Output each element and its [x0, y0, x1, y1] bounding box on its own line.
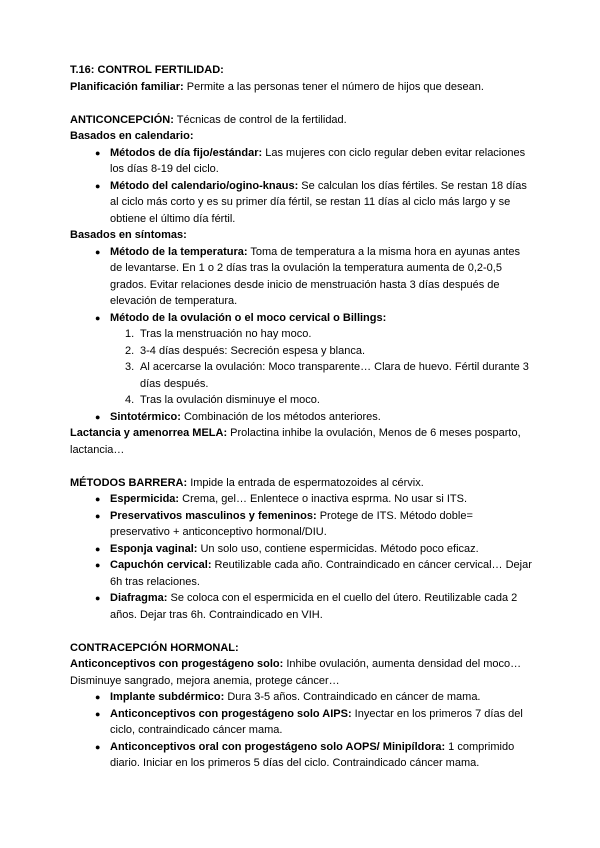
text-segment: Un solo uso, contiene espermicidas. Método poco eficaz.	[197, 542, 479, 555]
text-segment: Prolactina inhibe la ovulación, Menos de 6 meses posparto, lactancia…	[70, 427, 521, 456]
text-segment: Técnicas de control de la fertilidad.	[173, 113, 347, 126]
bullet-marker-icon: ●	[95, 312, 101, 323]
bold-text-segment: Basados en síntomas:	[70, 229, 187, 241]
numbered-list-item	[70, 343, 534, 360]
bullet-list-item	[70, 178, 534, 228]
blank-line	[70, 95, 534, 112]
document-body	[70, 62, 534, 772]
bullet-list-item	[70, 491, 534, 508]
bold-text-segment: T.16: CONTROL FERTILIDAD:	[70, 64, 224, 76]
text-segment: Tras la menstruación no hay moco.	[140, 328, 312, 340]
bold-text-segment: Implante subdérmico:	[110, 691, 225, 703]
bold-text-segment: Método de la ovulación o el moco cervical o Billings:	[110, 311, 387, 324]
text-segment: Las mujeres con ciclo regular deben evitar relaciones los días 8-19 del ciclo.	[110, 146, 526, 175]
bullet-marker-icon: ●	[95, 543, 101, 554]
bold-text-segment: Lactancia y amenorrea MELA:	[70, 427, 228, 439]
text-segment: Dura 3-5 años. Contraindicado en cáncer de mama.	[224, 691, 481, 703]
text-run	[140, 343, 365, 360]
text-segment: Al acercarse la ovulación: Moco transparente… Clara de huevo. Fértil durante 3 días después.	[140, 361, 529, 390]
text-segment: Permite a las personas tener el número de hijos que desean.	[183, 80, 484, 93]
number-marker: 4.	[125, 394, 135, 406]
text-run	[70, 229, 187, 241]
text-run	[110, 508, 534, 541]
text-run	[110, 557, 534, 590]
text-run	[110, 145, 534, 178]
numbered-list-item	[70, 392, 534, 409]
bold-text-segment: Planificación familiar:	[70, 80, 184, 93]
bullet-list-item	[70, 739, 534, 772]
text-run	[70, 64, 224, 76]
paragraph	[70, 62, 534, 79]
number-marker: 3.	[125, 361, 135, 373]
bold-text-segment: Preservativos masculinos y femeninos:	[110, 509, 317, 522]
bullet-marker-icon: ●	[95, 246, 101, 257]
bullet-marker-icon: ●	[95, 593, 101, 603]
text-segment: Inhibe ovulación, aumenta densidad del moco… Disminuye sangrado, mejora anemia, protege cáncer…	[70, 658, 522, 687]
text-run	[70, 130, 194, 142]
text-run	[110, 739, 534, 772]
blank-line	[70, 458, 534, 475]
numbered-list-item	[70, 359, 534, 392]
text-run	[70, 658, 521, 687]
text-run	[110, 409, 381, 426]
paragraph	[70, 656, 534, 689]
number-marker: 1.	[125, 328, 135, 340]
bold-text-segment: Anticonceptivos oral con progestágeno solo AOPS/ Minipíldora:	[110, 740, 446, 753]
text-run	[110, 178, 534, 228]
text-run	[110, 491, 467, 508]
text-run	[110, 590, 534, 623]
text-run	[140, 392, 320, 409]
text-run	[110, 541, 479, 558]
bullet-list-item	[70, 310, 534, 327]
paragraph	[70, 227, 534, 244]
text-segment: 3-4 días después: Secreción espesa y blanca.	[140, 344, 366, 357]
text-segment: Impide la entrada de espermatozoides al cérvix.	[187, 476, 424, 489]
text-run	[140, 326, 311, 343]
bullet-list-item	[70, 244, 534, 310]
text-segment: Toma de temperatura a la misma hora en ayunas antes de levantarse. En 1 o 2 días tras la ovulación la temperatura aumenta de 0,2-0,5 grados. Evitar relaciones desde inicio de menstruación hasta 3 días después de elevación de temperatura.	[110, 245, 521, 307]
text-run	[110, 244, 534, 310]
paragraph	[70, 128, 534, 145]
text-run	[140, 359, 534, 392]
bullet-marker-icon: ●	[95, 411, 101, 422]
paragraph	[70, 640, 534, 657]
text-run	[110, 310, 386, 327]
paragraph	[70, 475, 534, 492]
text-segment: Combinación de los métodos anteriores.	[180, 410, 381, 423]
bullet-list-item	[70, 590, 534, 623]
bold-text-segment: Métodos de día fijo/estándar:	[110, 146, 263, 159]
bullet-list-item	[70, 508, 534, 541]
bullet-marker-icon: ●	[95, 692, 101, 702]
text-run	[110, 689, 481, 706]
paragraph	[70, 425, 534, 458]
bullet-list-item	[70, 706, 534, 739]
numbered-list-item	[70, 326, 534, 343]
text-segment: Se calculan los días fértiles. Se restan 18 días al ciclo más corto y es su primer día fértil, se restan 11 días al ciclo más largo y se obtiene el último día fértil.	[110, 179, 527, 225]
text-segment: Se coloca con el espermicida en el cuello del útero. Reutilizable cada 2 años. Dejar tras 6h. Contraindicado en VIH.	[110, 592, 518, 621]
paragraph	[70, 112, 534, 129]
bullet-marker-icon: ●	[95, 741, 101, 752]
bold-text-segment: Anticonceptivos con progestágeno solo AIPS:	[110, 707, 352, 720]
paragraph	[70, 79, 534, 96]
bullet-marker-icon: ●	[95, 147, 101, 158]
bullet-list-item	[70, 557, 534, 590]
bullet-marker-icon: ●	[95, 180, 101, 191]
bullet-marker-icon: ●	[95, 560, 101, 570]
bold-text-segment: MÉTODOS BARRERA:	[70, 476, 188, 489]
bold-text-segment: CONTRACEPCIÓN HORMONAL:	[70, 641, 239, 654]
text-run	[70, 427, 521, 456]
bold-text-segment: Diafragma:	[110, 592, 168, 604]
text-segment: Reutilizable cada año. Contraindicado en cáncer cervical… Dejar 6h tras relaciones.	[110, 559, 532, 588]
bullet-list-item	[70, 541, 534, 558]
bold-text-segment: Basados en calendario:	[70, 130, 194, 142]
bold-text-segment: Sintotérmico:	[110, 410, 181, 423]
bold-text-segment: Espermicida:	[110, 493, 180, 505]
bold-text-segment: Capuchón cervical:	[110, 559, 212, 571]
bullet-list-item	[70, 145, 534, 178]
text-segment: 1 comprimido diario. Iniciar en los primeros 5 días del ciclo. Contraindicado cáncer mama.	[110, 740, 515, 769]
bullet-marker-icon: ●	[95, 708, 101, 719]
text-segment: Protege de ITS. Método doble= preservativo + anticonceptivo hormonal/DIU.	[110, 509, 473, 538]
text-run	[70, 642, 239, 654]
bold-text-segment: Anticonceptivos con progestágeno solo:	[70, 658, 284, 670]
bold-text-segment: Esponja vaginal:	[110, 542, 198, 555]
text-segment: Crema, gel… Enlentece o inactiva esprma. No usar si ITS.	[179, 493, 468, 505]
text-run	[110, 706, 534, 739]
bullet-list-item	[70, 409, 534, 426]
bullet-marker-icon: ●	[95, 494, 101, 504]
bold-text-segment: ANTICONCEPCIÓN:	[70, 113, 174, 126]
text-segment: Inyectar en los primeros 7 días del ciclo, contraindicado cáncer mama.	[110, 707, 523, 736]
bold-text-segment: Método del calendario/ogino-knaus:	[110, 179, 299, 192]
text-run	[70, 114, 347, 126]
text-segment: Tras la ovulación disminuye el moco.	[140, 394, 320, 406]
bold-text-segment: Método de la temperatura:	[110, 245, 248, 258]
bullet-list-item	[70, 689, 534, 706]
blank-line	[70, 623, 534, 640]
text-run	[70, 477, 424, 489]
bullet-marker-icon: ●	[95, 510, 101, 521]
text-run	[70, 81, 484, 93]
number-marker: 2.	[125, 344, 135, 357]
